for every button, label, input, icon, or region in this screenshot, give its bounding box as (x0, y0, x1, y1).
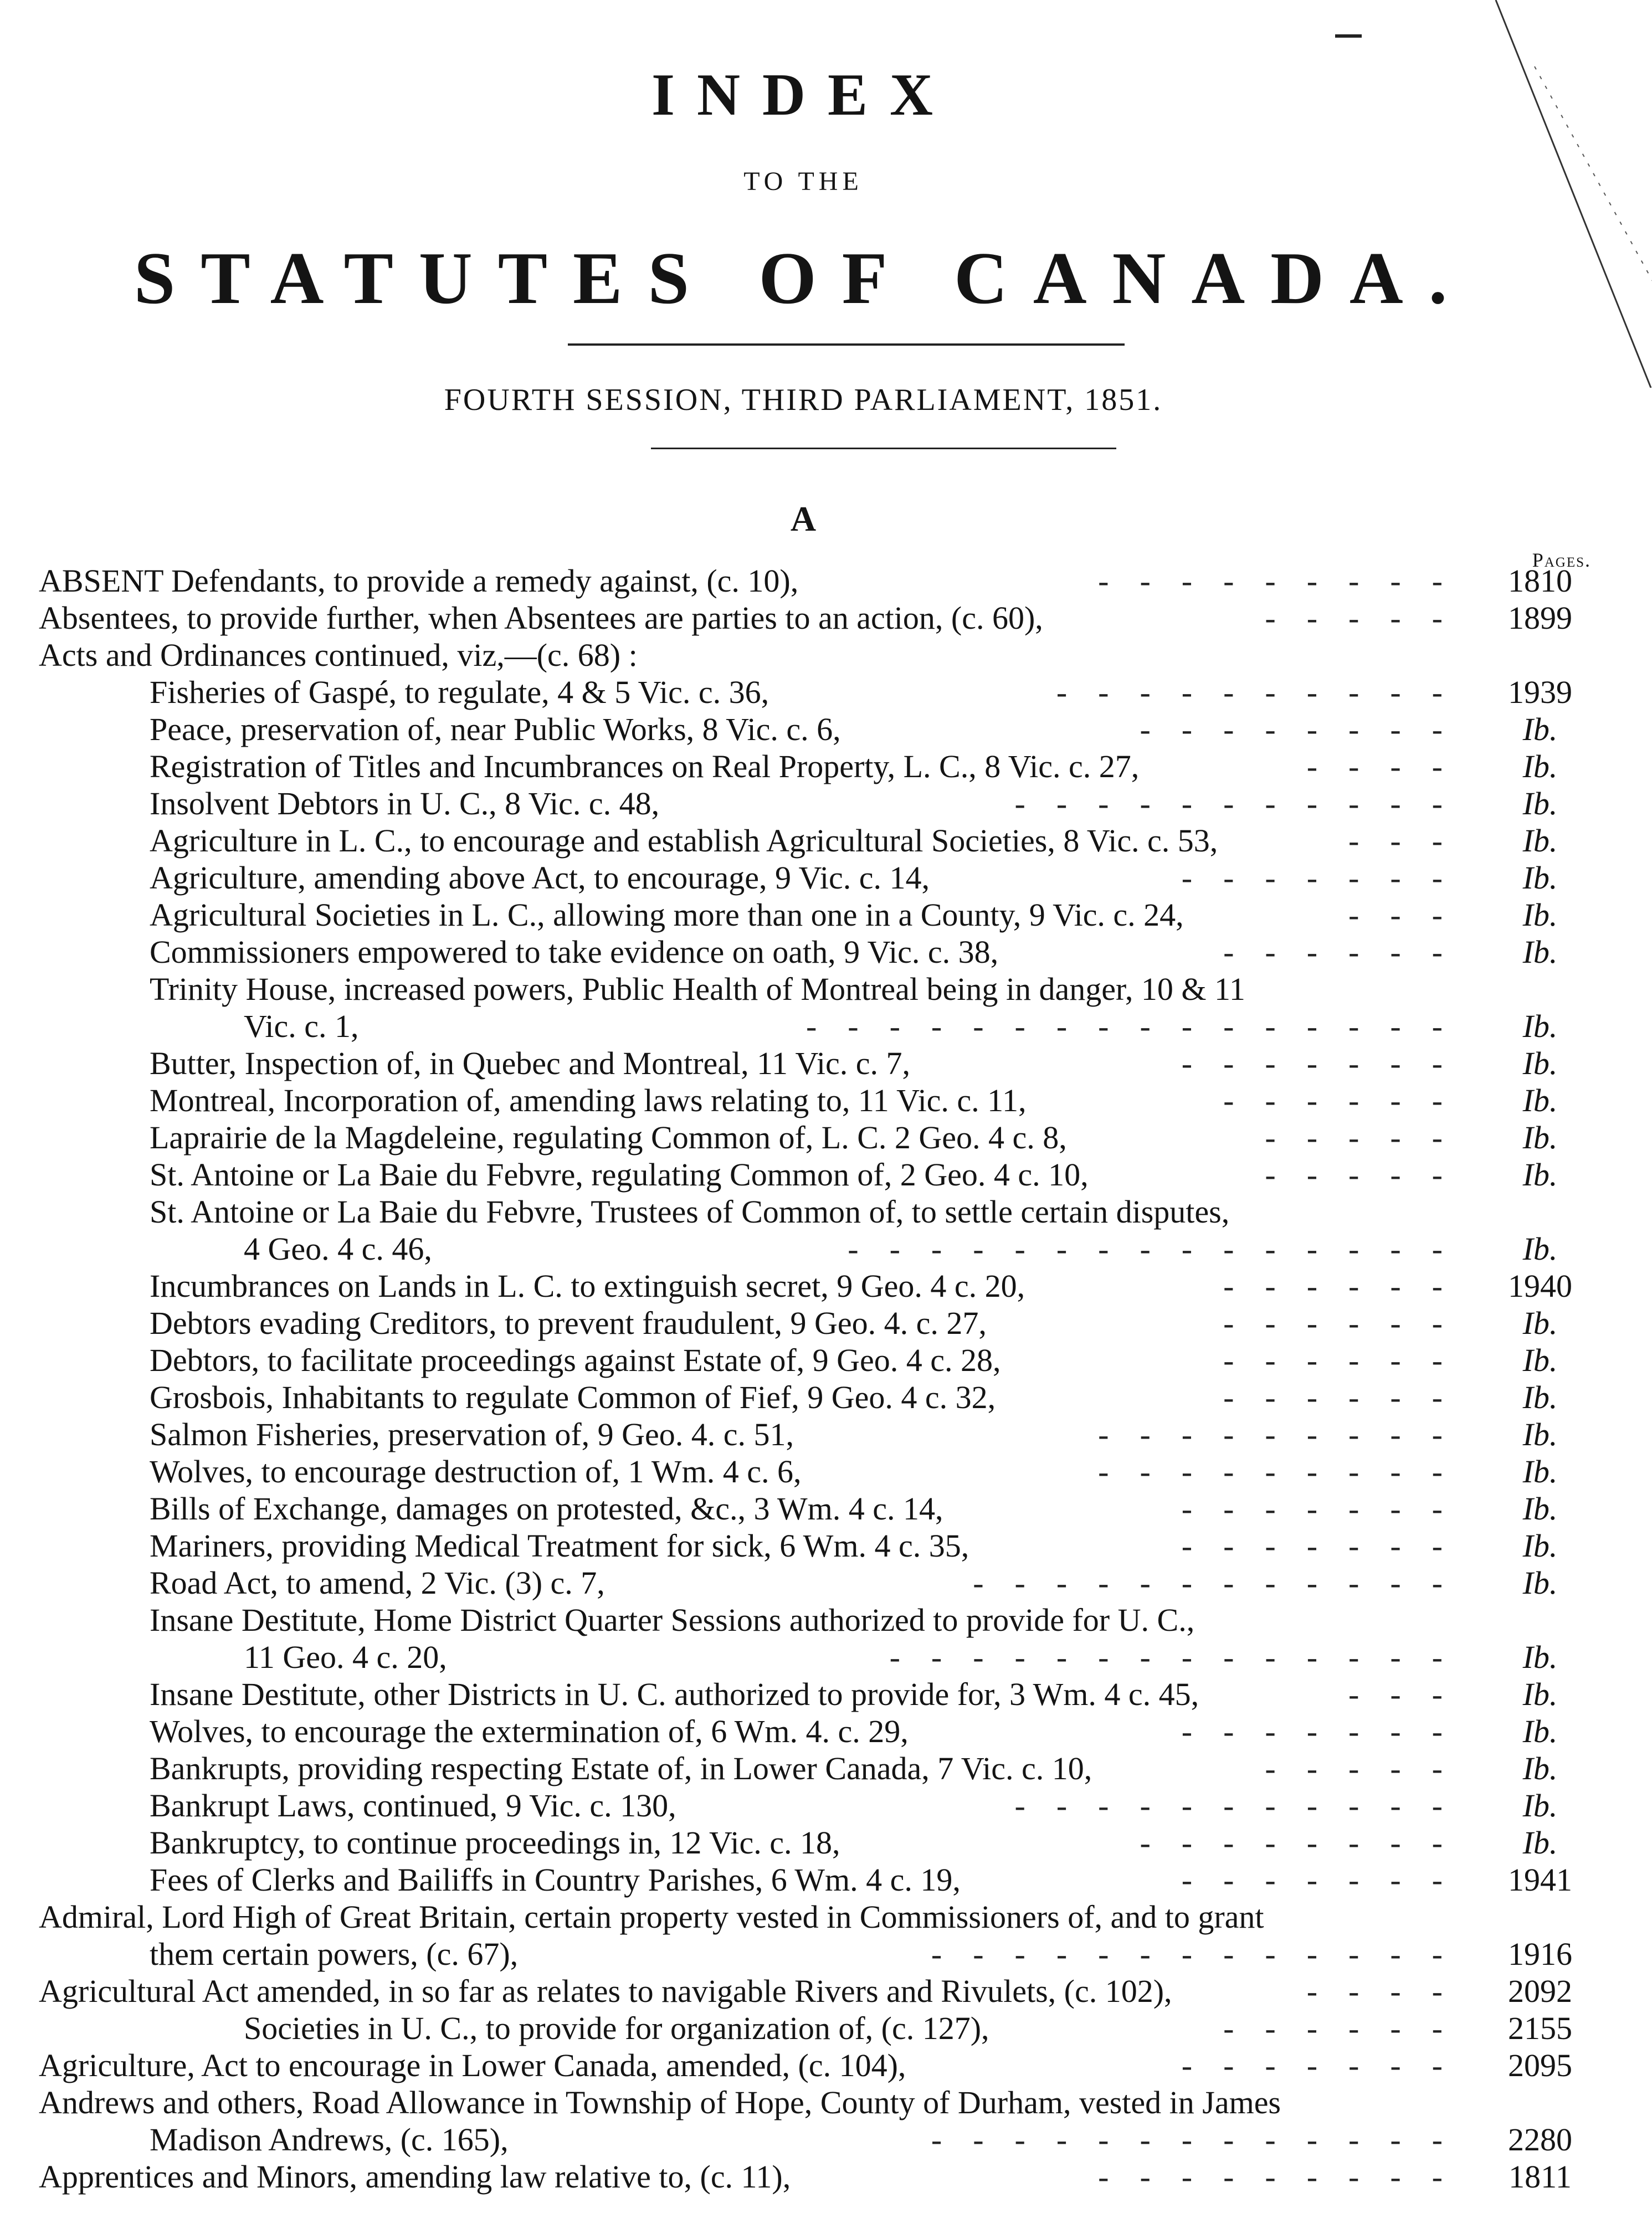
statutes-title: STATUTES OF CANADA. (134, 237, 1473, 319)
entry-text: Commissioners empowered to take evidence on oath, 9 Vic. c. 38, (150, 934, 999, 970)
dot-leader: --------- (1098, 1454, 1474, 1490)
index-entry (39, 636, 1595, 674)
index-entry (39, 1305, 1595, 1342)
entry-text: St. Antoine or La Baie du Febvre, regulating Common of, 2 Geo. 4 c. 10, (150, 1157, 1089, 1193)
entry-text: Agriculture, Act to encourage in Lower Canada, amended, (c. 104), (39, 2047, 906, 2083)
entry-page: Ib. (1522, 1676, 1558, 1712)
entry-page: Ib. (1522, 1788, 1558, 1824)
entry-text: Wolves, to encourage the extermination of, 6 Wm. 4. c. 29, (150, 1713, 909, 1749)
entry-text: Societies in U. C., to provide for organization of, (c. 127), (244, 2010, 989, 2046)
dot-leader: ------- (1181, 1713, 1474, 1749)
entry-text: Agricultural Societies in L. C., allowing more than one in a County, 9 Vic. c. 24, (150, 897, 1184, 933)
index-entry (39, 1453, 1595, 1490)
entry-text: Madison Andrews, (c. 165), (150, 2122, 509, 2158)
entry-text: Butter, Inspection of, in Quebec and Montreal, 11 Vic. c. 7, (150, 1045, 910, 1081)
index-entry (39, 2121, 1595, 2158)
entry-text: Agricultural Act amended, in so far as relates to navigable Rivers and Rivulets, (c. 102), (39, 1973, 1172, 2009)
entry-text: them certain powers, (c. 67), (150, 1936, 519, 1972)
dot-leader: -------- (1140, 711, 1474, 747)
index-entry (39, 1045, 1595, 1082)
entry-text: Laprairie de la Magdeleine, regulating Common of, L. C. 2 Geo. 4 c. 8, (150, 1120, 1067, 1156)
dot-leader: ----- (1265, 600, 1474, 636)
entry-page: Ib. (1522, 748, 1558, 784)
index-entry (39, 1935, 1595, 1973)
entry-page: Ib. (1522, 897, 1558, 933)
dot-leader: ---- (1306, 748, 1474, 784)
entry-page: 2280 (1508, 2122, 1572, 2158)
entry-text: Vic. c. 1, (244, 1008, 359, 1044)
entry-page: Ib. (1522, 1342, 1558, 1378)
entry-page: Ib. (1522, 1454, 1558, 1490)
entry-page: Ib. (1522, 1157, 1558, 1193)
index-entry (39, 674, 1595, 711)
dot-leader: ------ (1223, 1082, 1474, 1118)
entry-page: 1939 (1508, 674, 1572, 710)
dot-leader: --------------- (848, 1231, 1474, 1267)
index-entry (39, 1824, 1595, 1861)
index-entry (39, 1527, 1595, 1564)
index-entry (39, 1416, 1595, 1453)
dot-leader: ----- (1265, 1120, 1474, 1156)
index-entry (39, 1082, 1595, 1119)
index-entry (39, 859, 1595, 896)
entry-text: Wolves, to encourage destruction of, 1 Wm. 4 c. 6, (150, 1454, 802, 1490)
entry-page: Ib. (1522, 1639, 1558, 1675)
index-entry (39, 1601, 1595, 1639)
entry-text: 11 Geo. 4 c. 20, (244, 1639, 447, 1675)
entry-text: Absentees, to provide further, when Absentees are parties to an action, (c. 60), (39, 600, 1043, 636)
entry-text: Trinity House, increased powers, Public Health of Montreal being in danger, 10 & 11 (150, 971, 1245, 1007)
entry-text: Mariners, providing Medical Treatment for sick, 6 Wm. 4 c. 35, (150, 1528, 969, 1564)
entry-text: Fisheries of Gaspé, to regulate, 4 & 5 Vic. c. 36, (150, 674, 769, 710)
margin-mark (1335, 34, 1362, 38)
entry-page: Ib. (1522, 1528, 1558, 1564)
entry-text: Insane Destitute, Home District Quarter Sessions authorized to provide for U. C., (150, 1602, 1195, 1638)
session-heading: FOURTH SESSION, THIRD PARLIAMENT, 1851. (444, 383, 1163, 417)
entry-page: Ib. (1522, 1008, 1558, 1044)
dot-leader: ------ (1223, 2010, 1474, 2046)
title-rule (568, 343, 1125, 346)
index-entry (39, 1156, 1595, 1193)
index-entry (39, 1230, 1595, 1267)
entry-text: Apprentices and Minors, amending law relative to, (c. 11), (39, 2159, 791, 2195)
entry-text: Bills of Exchange, damages on protested, &c., 3 Wm. 4 c. 14, (150, 1491, 943, 1527)
dot-leader: ------ (1223, 1379, 1474, 1415)
session-rule (651, 448, 1116, 449)
entry-page: Ib. (1522, 1120, 1558, 1156)
entry-text: 4 Geo. 4 c. 46, (244, 1231, 432, 1267)
dot-leader: ---------- (1056, 674, 1474, 710)
entry-page: 1941 (1508, 1862, 1572, 1898)
index-entry (39, 2047, 1595, 2084)
index-entry (39, 748, 1595, 785)
index-entry (39, 933, 1595, 970)
index-entry (39, 970, 1595, 1008)
dot-leader: ------- (1181, 1045, 1474, 1081)
entry-text: Grosbois, Inhabitants to regulate Common of Fief, 9 Geo. 4 c. 32, (150, 1379, 996, 1415)
entry-page: Ib. (1522, 785, 1558, 821)
index-entry (39, 822, 1595, 859)
index-entry (39, 1119, 1595, 1156)
index-entry (39, 711, 1595, 748)
index-entries (39, 562, 1595, 2195)
index-entry (39, 1342, 1595, 1379)
entry-page: 1940 (1508, 1268, 1572, 1304)
entry-page: 1899 (1508, 600, 1572, 636)
dot-leader: ------ (1223, 1268, 1474, 1304)
entry-text: Debtors evading Creditors, to prevent fraudulent, 9 Geo. 4. c. 27, (150, 1305, 987, 1341)
index-entry (39, 896, 1595, 933)
dot-leader: --------- (1098, 563, 1474, 599)
entry-text: Bankrupts, providing respecting Estate of, in Lower Canada, 7 Vic. c. 10, (150, 1750, 1092, 1786)
entry-text: Fees of Clerks and Bailiffs in Country Parishes, 6 Wm. 4 c. 19, (150, 1862, 961, 1898)
dot-leader: ------- (1181, 1491, 1474, 1527)
dot-leader: --- (1348, 897, 1474, 933)
entry-text: Montreal, Incorporation of, amending laws relating to, 11 Vic. c. 11, (150, 1082, 1027, 1118)
entry-page: Ib. (1522, 1825, 1558, 1861)
dot-leader: --------- (1098, 1416, 1474, 1452)
entry-text: ABSENT Defendants, to provide a remedy against, (c. 10), (39, 563, 799, 599)
entry-page: Ib. (1522, 823, 1558, 859)
entry-page: 2095 (1508, 2047, 1572, 2083)
dot-leader: ---- (1306, 1973, 1474, 2009)
dot-leader: ----- (1265, 1750, 1474, 1786)
section-letter: A (790, 499, 817, 538)
entry-text: Road Act, to amend, 2 Vic. (3) c. 7, (150, 1565, 605, 1601)
entry-page: Ib. (1522, 1082, 1558, 1118)
entry-text: Insane Destitute, other Districts in U. C. authorized to provide for, 3 Wm. 4 c. 45, (150, 1676, 1199, 1712)
entry-page: Ib. (1522, 1305, 1558, 1341)
index-entry (39, 1713, 1595, 1750)
index-entry (39, 599, 1595, 636)
index-entry (39, 562, 1595, 599)
entry-page: 2092 (1508, 1973, 1572, 2009)
dot-leader: ------ (1223, 934, 1474, 970)
entry-text: Debtors, to facilitate proceedings against Estate of, 9 Geo. 4 c. 28, (150, 1342, 1001, 1378)
entry-text: Bankrupt Laws, continued, 9 Vic. c. 130, (150, 1788, 676, 1824)
dot-leader: ----------- (1014, 1788, 1474, 1824)
index-entry (39, 1639, 1595, 1676)
index-entry (39, 2084, 1595, 2121)
dot-leader: --- (1348, 1676, 1474, 1712)
dot-leader: ------ (1223, 1305, 1474, 1341)
index-subtitle: TO THE (743, 167, 863, 196)
index-entry (39, 1490, 1595, 1527)
entry-text: Admiral, Lord High of Great Britain, certain property vested in Commissioners of, and to grant (39, 1899, 1264, 1935)
index-entry (39, 2158, 1595, 2195)
index-entry (39, 1564, 1595, 1601)
entry-page: Ib. (1522, 1491, 1558, 1527)
dot-leader: ------- (1181, 1862, 1474, 1898)
entry-page: Ib. (1522, 1416, 1558, 1452)
index-entry (39, 1379, 1595, 1416)
index-entry (39, 1973, 1595, 2010)
entry-page: Ib. (1522, 1231, 1558, 1267)
entry-page: Ib. (1522, 1750, 1558, 1786)
index-entry (39, 1750, 1595, 1787)
entry-text: St. Antoine or La Baie du Febvre, Trustees of Common of, to settle certain disputes, (150, 1194, 1230, 1230)
dot-leader: -------- (1140, 1825, 1474, 1861)
dot-leader: ------- (1181, 1528, 1474, 1564)
entry-page: Ib. (1522, 711, 1558, 747)
index-entry (39, 2010, 1595, 2047)
entry-text: Agriculture, amending above Act, to encourage, 9 Vic. c. 14, (150, 860, 930, 896)
entry-page: Ib. (1522, 1379, 1558, 1415)
entry-page: Ib. (1522, 1713, 1558, 1749)
entry-page: 1810 (1508, 563, 1572, 599)
dot-leader: ------- (1181, 860, 1474, 896)
dot-leader: ------ (1223, 1342, 1474, 1378)
index-entry (39, 785, 1595, 822)
entry-text: Salmon Fisheries, preservation of, 9 Geo. 4. c. 51, (150, 1416, 794, 1452)
index-entry (39, 1267, 1595, 1305)
entry-page: Ib. (1522, 934, 1558, 970)
entry-page: 1916 (1508, 1936, 1572, 1972)
entry-page: Ib. (1522, 860, 1558, 896)
dot-leader: -------------- (889, 1639, 1474, 1675)
entry-page: Ib. (1522, 1565, 1558, 1601)
entry-page: 2155 (1508, 2010, 1572, 2046)
dot-leader: ------------- (931, 2122, 1474, 2158)
dot-leader: ------- (1181, 2047, 1474, 2083)
entry-text: Acts and Ordinances continued, viz,—(c. 68) : (39, 637, 638, 673)
dot-leader: ------------ (973, 1565, 1474, 1601)
index-entry (39, 1787, 1595, 1824)
entry-text: Andrews and others, Road Allowance in Township of Hope, County of Durham, vested in James (39, 2084, 1281, 2120)
entry-text: Peace, preservation of, near Public Works, 8 Vic. c. 6, (150, 711, 841, 747)
dot-leader: ------------- (931, 1936, 1474, 1972)
index-entry (39, 1898, 1595, 1935)
index-entry (39, 1008, 1595, 1045)
index-entry (39, 1193, 1595, 1230)
entry-text: Registration of Titles and Incumbrances on Real Property, L. C., 8 Vic. c. 27, (150, 748, 1140, 784)
entry-text: Agriculture in L. C., to encourage and establish Agricultural Societies, 8 Vic. c. 53, (150, 823, 1218, 859)
entry-text: Bankruptcy, to continue proceedings in, 12 Vic. c. 18, (150, 1825, 840, 1861)
dot-leader: --------- (1098, 2159, 1474, 2195)
dot-leader: --- (1348, 823, 1474, 859)
entry-text: Incumbrances on Lands in L. C. to extinguish secret, 9 Geo. 4 c. 20, (150, 1268, 1025, 1304)
index-title: INDEX (651, 62, 956, 128)
entry-page: Ib. (1522, 1045, 1558, 1081)
dot-leader: ----- (1265, 1157, 1474, 1193)
pages-column-label: Pages. (1532, 549, 1591, 571)
entry-page: 1811 (1509, 2159, 1572, 2195)
dot-leader: ---------------- (806, 1008, 1474, 1044)
dot-leader: ----------- (1014, 785, 1474, 821)
index-entry (39, 1861, 1595, 1898)
index-entry (39, 1676, 1595, 1713)
entry-text: Insolvent Debtors in U. C., 8 Vic. c. 48, (150, 785, 660, 821)
